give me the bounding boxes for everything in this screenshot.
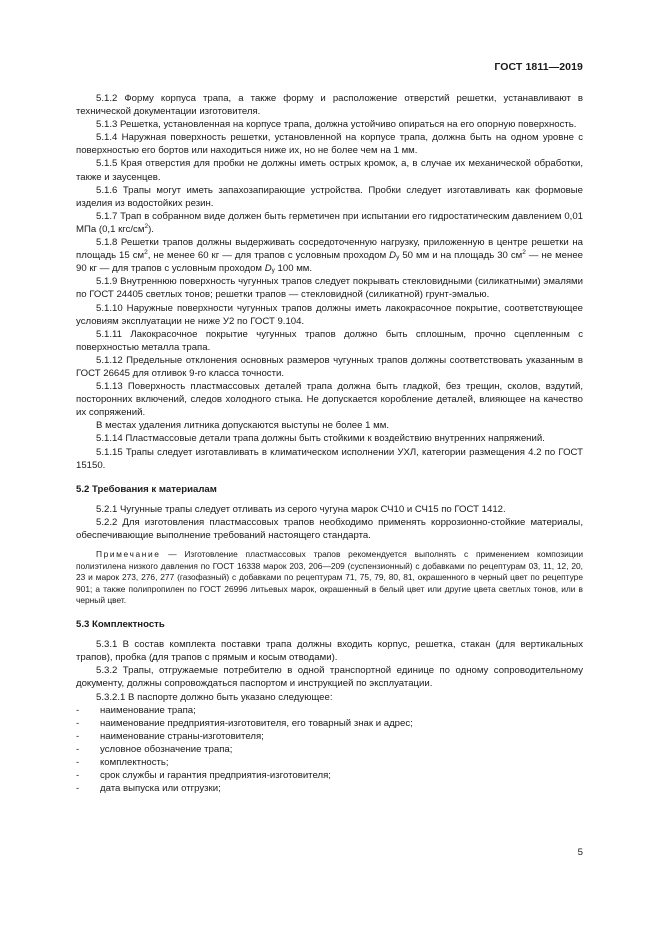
paragraph-5-1-12: 5.1.12 Предельные отклонения основных размеров чугунных трапов должны соответствовать указанным в ГОСТ 26645 для отливок 9-го класса точности. xyxy=(76,354,583,379)
list-item: - наименование предприятия-изготовителя, его товарный знак и адрес; xyxy=(76,717,413,729)
p518-t5: 100 мм. xyxy=(274,263,313,275)
p517-sup: 2 xyxy=(144,222,149,230)
list-item: - срок службы и гарантия предприятия-изготовителя; xyxy=(76,770,331,782)
list-item: - наименование трапа; xyxy=(76,704,196,716)
p518-t4: — не менее 90 кг — для трапов с условным проходом xyxy=(76,250,583,275)
paragraph-5-1-8 xyxy=(76,236,583,275)
p518-d2: D xyxy=(264,263,272,275)
paragraph-5-3-2: 5.3.2 Трапы, отгружаемые потребителю в одной транспортной единице по одному сопроводительному документу, должны сопровождаться паспортом и инструкцией по эксплуатации. xyxy=(76,665,583,690)
note-text: — Изготовление пластмассовых трапов рекомендуется выполнять с применением композиции полиэтилена низкого давления по ГОСТ 16338 марок 203, 206—209 (суспензионный) с добавками по рецептурам 03, 11, 12, 20, 23 и марок 273, 276, 277 (газофазный) с добавками по рецептурам 71, 75, 79, 80, 81, окрашенного в черный цвет по рецептуре 901; а также полипропилен по ГОСТ 26996 литьевых марок, окрашенный в белый цвет или другие цвета светлых тонов, или в черный цвет. xyxy=(76,549,583,606)
paragraph-5-1-9: 5.1.9 Внутреннюю поверхность чугунных трапов следует покрывать стекловидными (силикатными) эмалями по ГОСТ 24405 светлых тонов; решетки трапов — стекловидной (силикатной) грунт-эмалью. xyxy=(76,276,583,301)
paragraph-5-1-7 xyxy=(76,210,583,236)
p518-sub1: y xyxy=(396,254,400,262)
p518-sub2: y xyxy=(271,267,275,275)
note-label: Примечание xyxy=(96,549,161,560)
p518-d1: D xyxy=(389,250,397,262)
paragraph-5-1-5: 5.1.5 Края отверстия для пробки не должны иметь острых кромок, а, в случае их механической обработки, также и заусенцев. xyxy=(76,158,583,183)
passport-list xyxy=(76,704,583,796)
paragraph-5-1-10: 5.1.10 Наружные поверхности чугунных трапов должны иметь лакокрасочное покрытие, соответствующее условиям эксплуатации не ниже У2 по ГОСТ 9.104. xyxy=(76,302,583,327)
section-5-3-title: 5.3 Комплектность xyxy=(76,619,165,631)
paragraph-5-3-2-1: 5.3.2.1 В паспорте должно быть указано следующее: xyxy=(96,691,333,703)
p518-t3: 50 мм и на площадь 30 см xyxy=(399,250,523,262)
p518-sup1: 2 xyxy=(144,249,148,257)
paragraph-5-1-14: 5.1.14 Пластмассовые детали трапа должны быть стойкими к воздействию внутренних напряжений. xyxy=(96,433,545,445)
paragraph-sprue: В местах удаления литника допускаются выступы не более 1 мм. xyxy=(96,420,389,432)
paragraph-5-1-4: 5.1.4 Наружная поверхность решетки, установленной на корпусе трапа, должна быть на одном уровне с поверхностью его бортов или находиться ниже их, но не более чем на 1 мм. xyxy=(76,132,583,157)
list-item: - условное обозначение трапа; xyxy=(76,743,233,755)
note xyxy=(76,549,583,607)
paragraph-5-2-2: 5.2.2 Для изготовления пластмассовых трапов необходимо применять коррозионно-стойкие материалы, обеспечивающие выполнение требований настоящего стандарта. xyxy=(76,516,583,541)
paragraph-5-1-11: 5.1.11 Лакокрасочное покрытие чугунных трапов должно быть сплошным, прочно сцепленным с поверхностью металла трапа. xyxy=(76,328,583,353)
paragraph-5-3-1: 5.3.1 В состав комплекта поставки трапа должны входить корпус, решетка, стакан (для вертикальных трапов), пробка (для трапов с прямым и косым отводами). xyxy=(76,639,583,664)
paragraph-5-1-13: 5.1.13 Поверхность пластмассовых деталей трапа должна быть гладкой, без трещин, сколов, вздутий, посторонних включений, следов холодного стыка. Не допускается коробление деталей, влияющее на качество их сопряжений. xyxy=(76,381,583,419)
paragraph-5-1-15: 5.1.15 Трапы следует изготавливать в климатическом исполнении УХЛ, категории размещения 4.2 по ГОСТ 15150. xyxy=(76,446,583,471)
page-number: 5 xyxy=(577,847,583,858)
list-item: - дата выпуска или отгрузки; xyxy=(76,783,221,795)
p518-t1: 5.1.8 Решетки трапов должны выдерживать сосредоточенную нагрузку, приложенную в центре решетки на площадь 15 см xyxy=(76,237,583,262)
paragraph-5-1-3: 5.1.3 Решетка, установленная на корпусе трапа, должна устойчиво опираться на его опорную поверхность. xyxy=(96,119,577,131)
document-id: ГОСТ 1811—2019 xyxy=(494,61,583,73)
paragraph-5-2-1: 5.2.1 Чугунные трапы следует отливать из серого чугуна марок СЧ10 и СЧ15 по ГОСТ 1412. xyxy=(96,503,506,515)
p518-sup2: 2 xyxy=(522,249,526,257)
list-item: - наименование страны-изготовителя; xyxy=(76,730,264,742)
section-5-2-title: 5.2 Требования к материалам xyxy=(76,483,217,495)
p517-text: 5.1.7 Трап в собранном виде должен быть герметичен при испытании его гидростатическим давлением 0,01 МПа (0,1 кгс/см xyxy=(76,210,583,235)
paragraph-5-1-6: 5.1.6 Трапы могут иметь запахозапирающие устройства. Пробки следует изготавливать как формовые изделия из водостойких резин. xyxy=(76,184,583,209)
p518-t2: , не менее 60 кг — для трапов с условным проходом xyxy=(147,250,390,262)
paragraph-5-1-2: 5.1.2 Форму корпуса трапа, а также форму и расположение отверстий решетки, устанавливают в технической документации изготовителя. xyxy=(76,93,583,118)
list-item: - комплектность; xyxy=(76,757,169,768)
p517-tail: ). xyxy=(148,223,154,235)
document-body xyxy=(76,92,583,795)
